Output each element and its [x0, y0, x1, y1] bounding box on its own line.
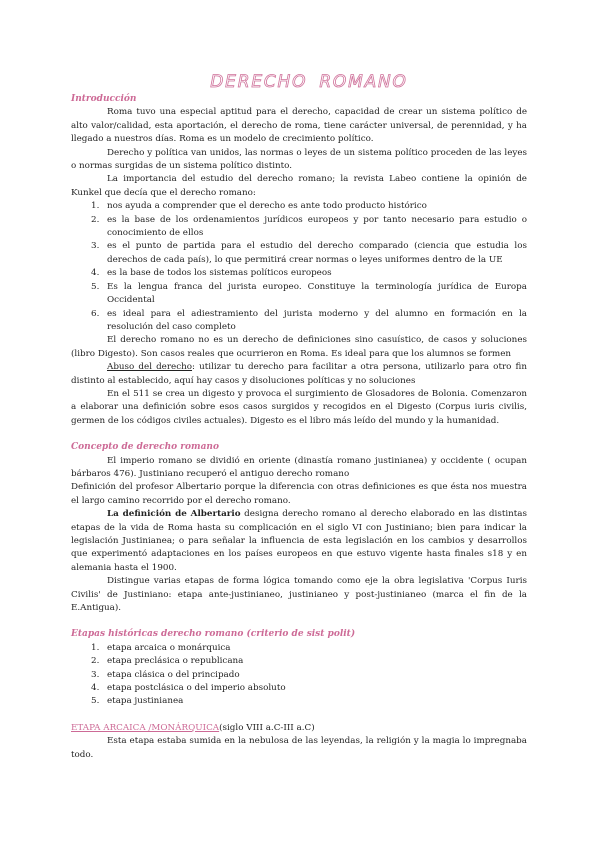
list-item	[71, 267, 527, 280]
paragraph: La importancia del estudio del derecho romano; la revista Labeo contiene la opinión de Kunkel que decía que el derecho romano:	[71, 174, 527, 198]
etapas-list	[71, 642, 527, 709]
list-item	[71, 682, 527, 695]
etapa-arcaica-heading-line	[71, 722, 527, 735]
list-item-text: etapa preclásica o republicana	[107, 656, 244, 667]
list-number: 4.	[91, 683, 100, 694]
paragraph-definicion-albertario	[71, 508, 527, 575]
paragraph-abuso-derecho	[71, 361, 527, 388]
paragraph-text: designa derecho romano al derecho elaborado en las distintas etapas de la vida de Roma hasta su complicación en el siglo VI con Justiniano; bien para indicar la legislación Justinianea; o para señalar la influencia de esta legislación en los cambios y desarrollos que experimentó adaptaciones en los países europeos en que estuvo vigente hasta finales s18 y en alemania hasta el 1900.	[71, 509, 527, 573]
section-heading-introduccion: Introducción	[71, 94, 137, 104]
list-item	[71, 214, 527, 241]
list-item	[71, 240, 527, 267]
paragraph: Distingue varias etapas de forma lógica tomando como eje la obra legislativa 'Corpus Iuris Civilis' de Justiniano: etapa ante-justinianeo, justinianeo y post-justinianeo (marca el fin de la E.Antigua).	[71, 576, 527, 614]
section-heading-etapas: Etapas históricas derecho romano (criterio de sist polit)	[71, 629, 356, 640]
list-item	[71, 200, 527, 213]
list-item-text: es la base de todos los sistemas políticos europeos	[107, 268, 332, 279]
list-item	[71, 642, 527, 655]
list-number: 4.	[91, 268, 100, 279]
list-number: 3.	[91, 669, 100, 680]
title-word-romano: ROMANO	[319, 72, 408, 92]
list-number: 1.	[91, 642, 100, 653]
list-item	[71, 308, 527, 335]
paragraph: Derecho y política van unidos, las normas o leyes de un sistema político proceden de las leyes o normas surgidas de un sistema político distinto.	[71, 147, 527, 172]
section-heading-concepto: Concepto de derecho romano	[71, 442, 219, 453]
paragraph: El imperio romano se dividió en oriente (dinastía romano justinianea) y occidente ( ocupan bárbaros 476). Justiniano recuperó el antiguo derecho romano	[71, 455, 527, 479]
title-word-derecho: DERECHO	[210, 72, 308, 92]
paragraph: Roma tuvo una especial aptitud para el derecho, capacidad de crear un sistema político de alto valor/calidad, esta aportación, el derecho de roma, tiene carácter universal, de perennidad, y ha llegado a nuestros días. Roma es un modelo de crecimiento político.	[71, 107, 527, 145]
document-body	[71, 72, 527, 762]
list-number: 1.	[91, 201, 100, 212]
list-item-text: Es la lengua franca del jurista europeo. Constituye la terminología jurídica de Europa Occidental	[107, 281, 527, 306]
paragraph-text: : utilizar tu derecho para facilitar a otra persona, utilizarlo para otro fin distinto al establecido, aquí hay casos y disoluciones políticas y no soluciones	[71, 362, 527, 386]
list-item	[71, 669, 527, 682]
list-number: 2.	[91, 214, 100, 225]
term-definicion-albertario: La definición de Albertario	[107, 509, 241, 520]
term-abuso-del-derecho: Abuso del derecho	[107, 362, 193, 373]
list-item-text: es el punto de partida para el estudio del derecho comparado (ciencia que estudia los derechos de cada país), lo que permitirá crear normas o leyes uniformes dentro de la UE	[107, 241, 527, 265]
list-item	[71, 655, 527, 668]
paragraph: Definición del profesor Albertario porque la diferencia con otras definiciones es que ésta nos muestra el largo camino recorrido por el derecho romano.	[71, 482, 527, 506]
etapa-arcaica-heading: ETAPA ARCAICA /MONÁRQUICA	[71, 722, 220, 733]
kunkel-reasons-list	[71, 200, 527, 334]
list-item	[71, 695, 527, 708]
list-item-text: etapa clásica o del principado	[107, 669, 240, 680]
list-item-text: etapa postclásica o del imperio absoluto	[107, 683, 286, 694]
list-number: 6.	[91, 308, 100, 319]
document-title	[71, 72, 527, 92]
list-item-text: etapa arcaica o monárquica	[107, 642, 231, 653]
etapa-arcaica-period: (siglo VIII a.C-III a.C)	[219, 722, 315, 733]
list-item-text: etapa justinianea	[107, 696, 184, 707]
list-item-text: es la base de los ordenamientos jurídicos europeos y por tanto necesario para estudio o conocimiento de ellos	[107, 214, 527, 239]
list-item-text: es ideal para el adiestramiento del jurista moderno y del alumno en formación en la resolución del caso completo	[107, 308, 527, 332]
list-number: 5.	[91, 281, 100, 292]
paragraph: Esta etapa estaba sumida en la nebulosa de las leyendas, la religión y la magia lo impregnaba todo.	[71, 736, 527, 760]
list-number: 5.	[91, 696, 100, 707]
list-number: 2.	[91, 656, 100, 667]
list-item	[71, 281, 527, 308]
list-item-text: nos ayuda a comprender que el derecho es ante todo producto histórico	[107, 201, 427, 212]
paragraph: El derecho romano no es un derecho de definiciones sino casuístico, de casos y soluciones (libro Digesto). Son casos reales que ocurrieron en Roma. Es ideal para que los alumnos se formen	[71, 335, 527, 359]
paragraph: En el 511 se crea un digesto y provoca el surgimiento de Glosadores de Bolonia. Comenzaron a elaborar una definición sobre esos casos surgidos y recogidos en el Digesto (Corpus iuris civilis, germen de los códigos civiles actuales). Digesto es el libro más leído del mundo y la humanidad.	[71, 388, 527, 426]
list-number: 3.	[91, 241, 100, 252]
